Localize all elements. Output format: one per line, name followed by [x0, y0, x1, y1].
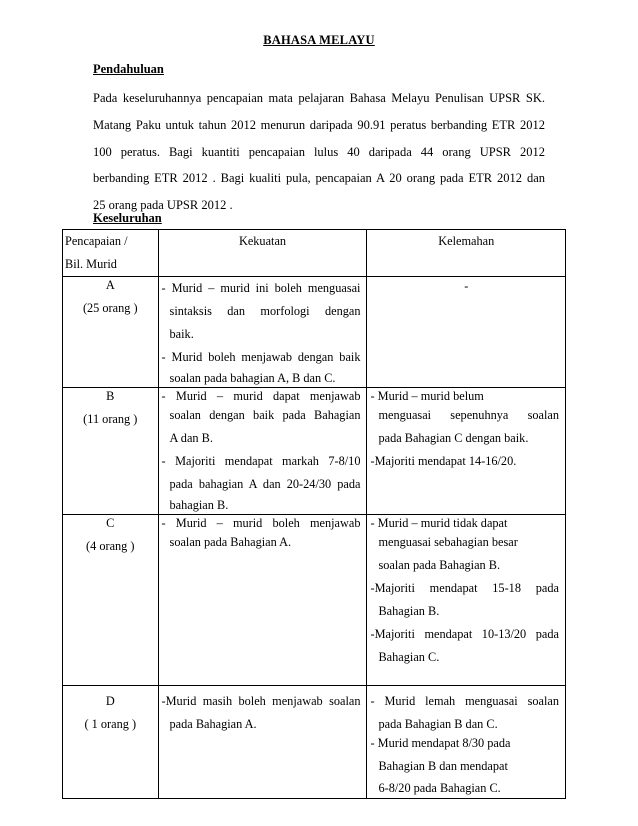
- weakness-line: -Majoriti mendapat 15-18 pada: [370, 581, 559, 595]
- weaknesses-cell: [367, 277, 566, 388]
- weaknesses-cell: [367, 388, 566, 515]
- weakness-line: - Murid – murid tidak dapat: [370, 516, 508, 530]
- weakness-line: Bahagian B.: [378, 604, 440, 618]
- strength-line: A dan B.: [169, 431, 213, 445]
- intro-line: Matang Paku untuk tahun 2012 menurun daripada 90.91 peratus berbanding ETR 2012: [93, 117, 545, 132]
- intro-paragraph: [93, 85, 545, 219]
- strength-line: - Murid – murid dapat menjawab: [161, 389, 361, 403]
- strength-line: - Murid – murid boleh menjawab: [161, 516, 361, 530]
- achievement-table: [62, 229, 566, 799]
- grade-count: (11 orang ): [83, 412, 138, 426]
- grade-cell: [63, 388, 159, 515]
- weakness-line: 6-8/20 pada Bahagian C.: [378, 781, 501, 795]
- grade-count: (25 orang ): [82, 301, 138, 315]
- strength-line: pada Bahagian A.: [169, 717, 257, 731]
- strength-line: soalan pada bahagian A, B dan C.: [169, 371, 336, 385]
- intro-line: 25 orang pada UPSR 2012 .: [93, 198, 233, 213]
- summary-heading: Keseluruhan: [93, 211, 162, 225]
- table-row: [63, 277, 566, 388]
- strength-line: baik.: [169, 327, 194, 341]
- strength-line: sintaksis dan morfologi dengan: [169, 304, 361, 318]
- intro-line: Pada keseluruhannya pencapaian mata pelajaran Bahasa Melayu Penulisan UPSR SK.: [93, 91, 545, 105]
- weakness-line: pada Bahagian B dan C.: [378, 717, 498, 731]
- weakness-line: Bahagian C.: [378, 650, 440, 664]
- strength-line: - Majoriti mendapat markah 7-8/10: [161, 454, 361, 468]
- table-header-row: [63, 230, 566, 277]
- table-row: [63, 515, 566, 686]
- strength-line: soalan pada Bahagian A.: [169, 535, 292, 549]
- grade-label: C: [106, 516, 115, 530]
- strengths-cell: [158, 515, 367, 686]
- header-achievement: [63, 230, 159, 277]
- grade-cell: [63, 515, 159, 686]
- document-title: BAHASA MELAYU: [263, 33, 375, 47]
- strength-line: - Murid boleh menjawab dengan baik: [161, 350, 361, 364]
- grade-cell: [63, 277, 159, 388]
- table-row: [63, 686, 566, 799]
- table-row: [63, 388, 566, 515]
- intro-line: berbanding ETR 2012 . Bagi kualiti pula, pencapaian A 20 orang pada ETR 2012 dan: [93, 171, 545, 186]
- weakness-line: - Murid lemah menguasai soalan: [370, 694, 559, 708]
- grade-label: A: [105, 278, 115, 292]
- grade-cell: [63, 686, 159, 799]
- weakness-line: - Murid – murid belum: [370, 389, 484, 403]
- weakness-line: -Majoriti mendapat 14-16/20.: [370, 454, 517, 468]
- strengths-cell: [158, 388, 367, 515]
- weakness-line: menguasai sepenuhnya soalan: [378, 408, 559, 422]
- strength-line: -Murid masih boleh menjawab soalan: [161, 694, 361, 708]
- header-achievement-line1: Pencapaian /: [65, 234, 128, 248]
- weakness-line: menguasai sebahagian besar: [378, 535, 518, 549]
- header-weaknesses: Kelemahan: [367, 230, 566, 277]
- intro-line: 100 peratus. Bagi kuantiti pencapaian lulus 40 daripada 44 orang UPSR 2012: [93, 144, 545, 159]
- weakness-line: pada Bahagian C dengan baik.: [378, 431, 529, 445]
- strength-line: - Murid – murid ini boleh menguasai: [161, 281, 361, 295]
- strength-line: soalan dengan baik pada Bahagian: [169, 408, 361, 422]
- weakness-line: -Majoriti mendapat 10-13/20 pada: [370, 627, 559, 641]
- intro-heading: Pendahuluan: [93, 62, 164, 76]
- strengths-cell: [158, 277, 367, 388]
- grade-count: (4 orang ): [86, 539, 135, 553]
- weakness-line: - Murid mendapat 8/30 pada: [370, 736, 511, 750]
- header-strengths: Kekuatan: [158, 230, 367, 277]
- weakness-line: Bahagian B dan mendapat: [378, 759, 508, 773]
- weaknesses-cell: [367, 515, 566, 686]
- grade-label: D: [105, 694, 115, 708]
- header-achievement-line2: Bil. Murid: [65, 257, 117, 271]
- strength-line: bahagian B.: [169, 498, 229, 512]
- weakness-line: -: [464, 279, 469, 293]
- weakness-line: soalan pada Bahagian B.: [378, 558, 501, 572]
- grade-count: ( 1 orang ): [84, 717, 137, 731]
- strength-line: pada bahagian A dan 20-24/30 pada: [169, 477, 361, 491]
- weaknesses-cell: [367, 686, 566, 799]
- strengths-cell: [158, 686, 367, 799]
- grade-label: B: [106, 389, 115, 403]
